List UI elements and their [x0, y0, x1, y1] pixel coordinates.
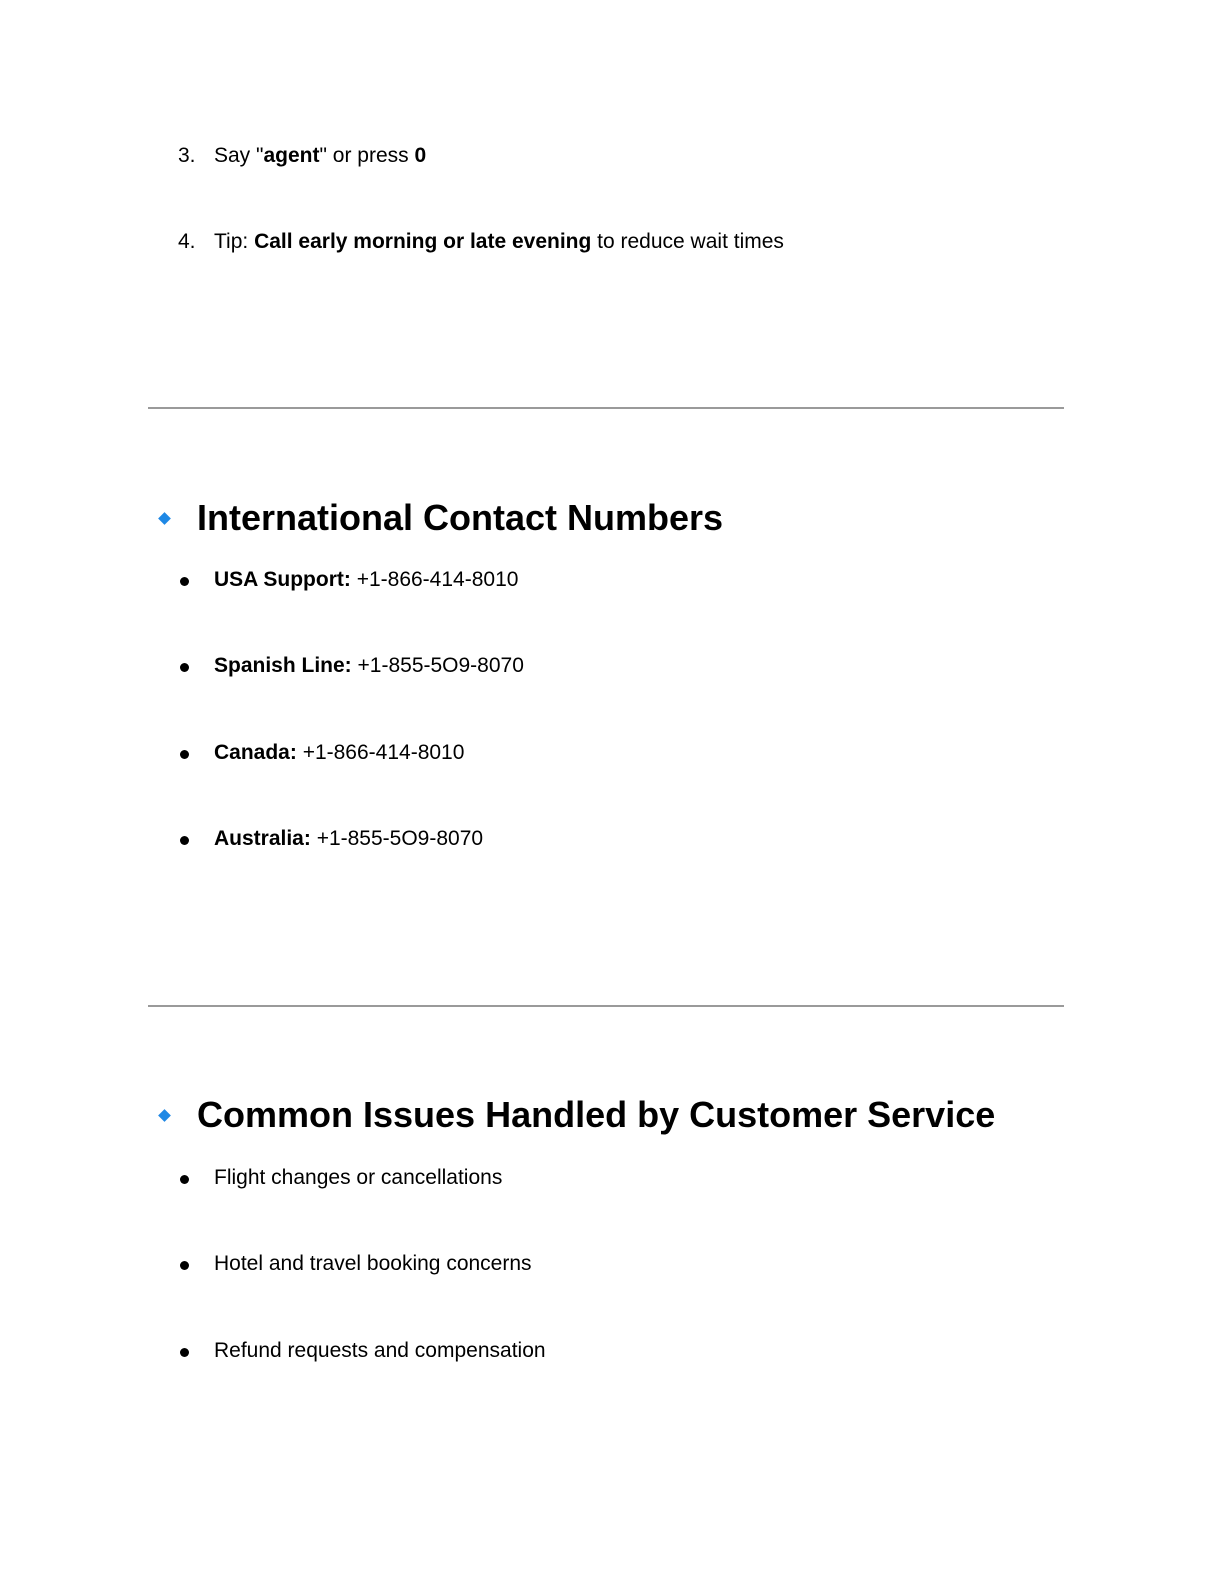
- step-3-mid: " or press: [319, 144, 415, 167]
- bullet-icon: [180, 750, 189, 759]
- step-3-bold2: 0: [414, 144, 427, 167]
- section-divider: [148, 1005, 1064, 1007]
- bullet-icon: [180, 577, 189, 586]
- bullet-icon: [180, 663, 189, 672]
- bullet-icon: [180, 1261, 189, 1270]
- step-3-bold: agent: [263, 144, 320, 167]
- bullet-icon: [180, 1175, 189, 1184]
- bullet-icon: [180, 836, 189, 845]
- step-4-text: [214, 229, 784, 255]
- contact-number: +1-866-414-8010: [296, 741, 465, 764]
- contact-label: Spanish Line:: [214, 654, 352, 677]
- list-item: [214, 653, 524, 679]
- bullet-icon: [180, 1348, 189, 1357]
- contact-number: +1-855-5O9-8070: [310, 827, 484, 850]
- contact-label: Australia:: [214, 827, 311, 850]
- list-item: [214, 826, 483, 852]
- step-4-pre: Tip:: [214, 230, 255, 253]
- step-4-post: to reduce wait times: [591, 230, 784, 253]
- list-item: [214, 740, 464, 766]
- diamond-icon: [158, 1109, 171, 1122]
- step-4-number: 4.: [178, 230, 196, 253]
- international-heading: International Contact Numbers: [197, 497, 724, 538]
- contact-number: +1-866-414-8010: [350, 568, 519, 591]
- list-item: Refund requests and compensation: [214, 1339, 546, 1362]
- step-4-bold: Call early morning or late evening: [254, 230, 592, 253]
- common-issues-heading: Common Issues Handled by Customer Service: [197, 1094, 996, 1135]
- list-item: Hotel and travel booking concerns: [214, 1252, 532, 1275]
- contact-number: +1-855-5O9-8070: [351, 654, 524, 677]
- contact-label: USA Support:: [214, 568, 351, 591]
- contact-label: Canada:: [214, 741, 297, 764]
- section-divider: [148, 407, 1064, 409]
- step-3-pre: Say ": [214, 144, 264, 167]
- list-item: Flight changes or cancellations: [214, 1166, 503, 1189]
- step-3-number: 3.: [178, 144, 196, 167]
- diamond-icon: [158, 512, 171, 525]
- list-item: [214, 567, 518, 593]
- step-3-text: [214, 143, 426, 169]
